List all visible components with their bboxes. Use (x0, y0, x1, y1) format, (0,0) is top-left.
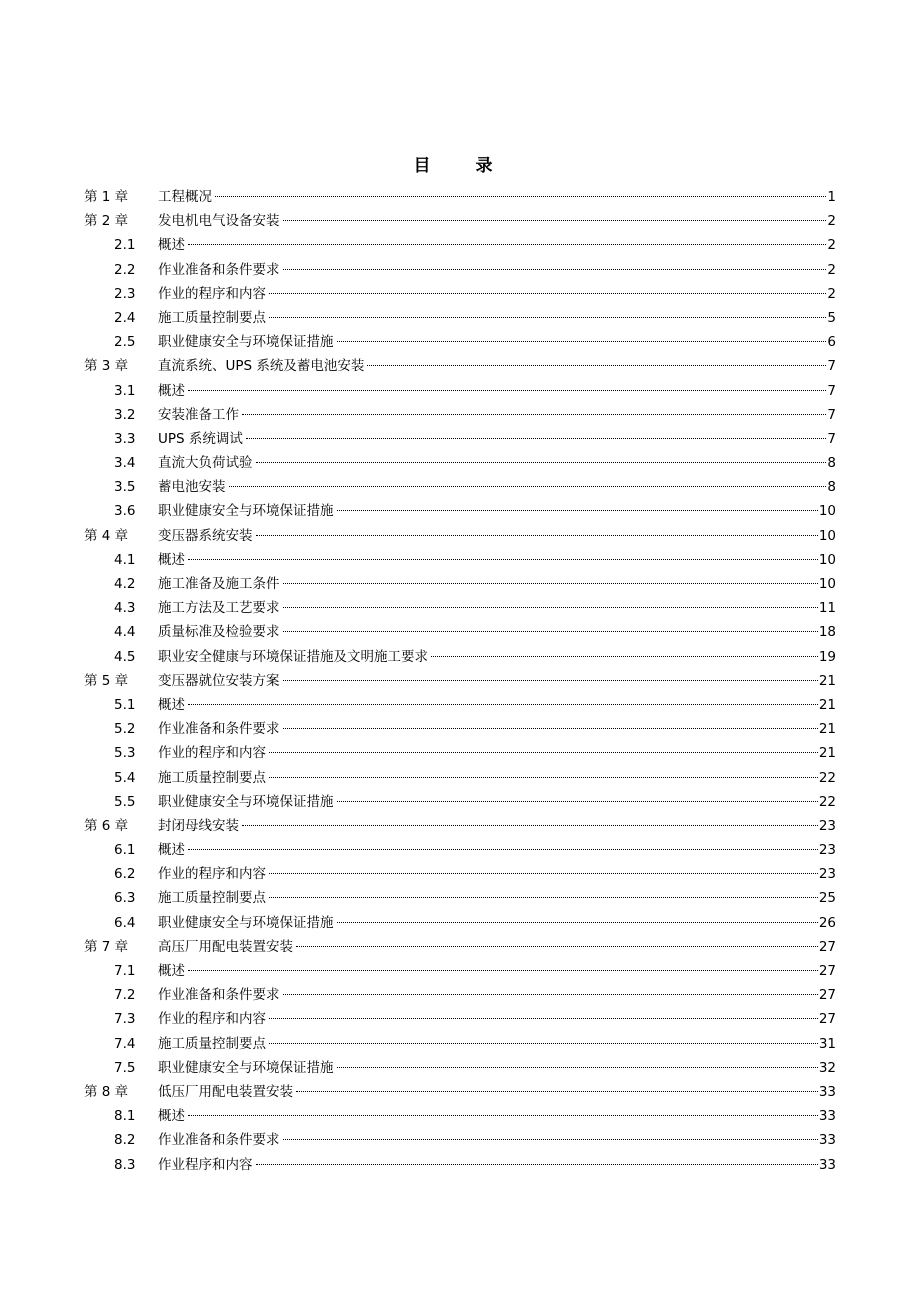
toc-entry-title: 蓄电池安装 (158, 479, 226, 496)
toc-dot-leader (269, 777, 818, 778)
toc-page-number: 21 (818, 721, 836, 738)
toc-dot-leader (188, 559, 818, 560)
toc-section-entry[interactable] (84, 886, 836, 910)
toc-entry-number: 8.3 (114, 1156, 136, 1173)
toc-dot-leader (283, 583, 818, 584)
toc-page-number: 7 (827, 406, 836, 423)
toc-dot-leader (283, 631, 818, 632)
toc-entry-title: 职业健康安全与环境保证措施 (158, 1059, 334, 1076)
toc-entry-title: 施工质量控制要点 (158, 1035, 266, 1052)
toc-entry-number: 7.3 (114, 1011, 136, 1028)
toc-entry-title: 低压厂用配电装置安装 (158, 1083, 293, 1100)
toc-entry-body (158, 862, 836, 886)
toc-dot-leader (296, 1091, 818, 1092)
toc-dot-leader (246, 438, 827, 439)
toc-dot-leader (256, 1164, 818, 1165)
toc-dot-leader (283, 728, 818, 729)
toc-dot-leader (269, 873, 818, 874)
toc-entry-number: 6.3 (114, 890, 136, 907)
toc-page-number: 32 (818, 1059, 836, 1076)
toc-entry-title: 作业准备和条件要求 (158, 1132, 280, 1149)
toc-entry-number: 2.1 (114, 237, 136, 254)
toc-page-number: 10 (818, 527, 836, 544)
toc-entry-title: 概述 (158, 696, 185, 713)
toc-page-number: 21 (818, 672, 836, 689)
toc-page-number: 2 (827, 237, 836, 254)
toc-section-entry[interactable] (84, 983, 836, 1007)
toc-section-entry[interactable] (84, 1007, 836, 1031)
toc-chapter-entry[interactable] (84, 354, 836, 378)
toc-chapter-entry[interactable] (84, 1080, 836, 1104)
toc-entry-body (158, 983, 836, 1007)
toc-entry-title: 作业程序和内容 (158, 1156, 253, 1173)
toc-entry-number: 5.4 (114, 769, 136, 786)
toc-page-number: 2 (827, 285, 836, 302)
toc-section-entry[interactable] (84, 306, 836, 330)
toc-entry-number: 7.1 (114, 963, 136, 979)
toc-entry-title: 概述 (158, 551, 185, 568)
toc-entry-number: 8.2 (114, 1132, 136, 1149)
toc-entry-body (158, 524, 836, 548)
toc-entry-body (158, 427, 836, 451)
toc-chapter-entry[interactable] (84, 669, 836, 693)
toc-entry-number: 第 3 章 (84, 358, 129, 375)
toc-entry-title: 施工方法及工艺要求 (158, 600, 280, 617)
toc-entry-number: 2.2 (114, 261, 136, 278)
toc-entry-number: 3.6 (114, 503, 136, 520)
toc-dot-leader (188, 849, 818, 850)
toc-entry-body (158, 620, 836, 644)
toc-entry-body (158, 475, 836, 499)
toc-entry-title: 安装准备工作 (158, 406, 239, 423)
toc-page-number: 23 (818, 866, 836, 883)
toc-page-number: 25 (818, 890, 836, 907)
toc-dot-leader (296, 946, 818, 947)
toc-entry-number: 6.2 (114, 866, 136, 883)
toc-page-number: 7 (827, 358, 836, 375)
toc-page-number: 27 (818, 1011, 836, 1028)
toc-page-number: 26 (818, 914, 836, 931)
toc-entry-number: 4.3 (114, 600, 136, 617)
toc-page-number: 10 (818, 576, 836, 592)
toc-dot-leader (188, 704, 818, 705)
toc-entry-body (158, 306, 836, 330)
toc-entry-body (158, 596, 836, 620)
toc-page-number: 33 (818, 1156, 836, 1173)
toc-dot-leader (367, 365, 826, 366)
toc-entry-title: 作业的程序和内容 (158, 285, 266, 302)
toc-section-entry[interactable] (84, 1056, 836, 1080)
toc-section-entry[interactable] (84, 233, 836, 257)
toc-entry-title: 作业准备和条件要求 (158, 261, 280, 278)
toc-entry-number: 8.1 (114, 1108, 136, 1125)
toc-entry-title: 概述 (158, 237, 185, 254)
toc-page-number: 18 (818, 624, 836, 641)
toc-entry-number: 第 5 章 (84, 672, 129, 689)
toc-section-entry[interactable] (84, 403, 836, 427)
toc-dot-leader (283, 220, 827, 221)
toc-entry-number: 5.2 (114, 721, 136, 738)
toc-entry-body (158, 209, 836, 233)
toc-entry-title: 质量标准及检验要求 (158, 624, 280, 641)
toc-entry-number: 4.1 (114, 551, 136, 568)
toc-entry-number: 3.3 (114, 430, 136, 447)
toc-section-entry[interactable] (84, 258, 836, 282)
toc-page-number: 19 (818, 648, 836, 665)
toc-dot-leader (188, 970, 818, 971)
toc-entry-number: 5.3 (114, 745, 136, 762)
toc-entry-title: 施工质量控制要点 (158, 769, 266, 786)
toc-section-entry[interactable] (84, 741, 836, 765)
toc-dot-leader (283, 607, 818, 608)
toc-entry-body (158, 911, 836, 935)
toc-section-entry[interactable] (84, 911, 836, 935)
toc-entry-body (158, 548, 836, 572)
toc-entry-number: 3.2 (114, 406, 136, 423)
toc-entry-title: 职业健康安全与环境保证措施 (158, 914, 334, 931)
toc-entry-number: 4.4 (114, 624, 136, 641)
toc-dot-leader (269, 1043, 818, 1044)
toc-entry-body (158, 790, 836, 814)
toc-section-entry[interactable] (84, 282, 836, 306)
toc-chapter-entry[interactable] (84, 814, 836, 838)
toc-entry-title: 概述 (158, 382, 185, 399)
toc-section-entry[interactable] (84, 717, 836, 741)
toc-section-entry[interactable] (84, 427, 836, 451)
toc-entry-title: UPS 系统调试 (158, 430, 243, 447)
toc-dot-leader (283, 1139, 818, 1140)
toc-entry-body (158, 1104, 836, 1128)
toc-page-number: 1 (827, 189, 836, 205)
toc-page-number: 27 (818, 987, 836, 1004)
toc-section-entry[interactable] (84, 451, 836, 475)
toc-section-entry[interactable] (84, 379, 836, 403)
toc-entry-title: 施工准备及施工条件 (158, 576, 280, 592)
toc-entry-number: 4.2 (114, 576, 136, 592)
toc-dot-leader (269, 1018, 818, 1019)
toc-dot-leader (269, 752, 818, 753)
toc-section-entry[interactable] (84, 1128, 836, 1152)
toc-dot-leader (269, 293, 826, 294)
toc-section-entry[interactable] (84, 596, 836, 620)
toc-entry-body (158, 282, 836, 306)
toc-entry-title: 职业健康安全与环境保证措施 (158, 503, 334, 520)
toc-entry-body (158, 838, 836, 862)
toc-entry-number: 3.1 (114, 382, 136, 399)
toc-page-number: 33 (818, 1083, 836, 1100)
toc-entry-title: 作业的程序和内容 (158, 1011, 266, 1028)
toc-dot-leader (337, 510, 818, 511)
toc-dot-leader (256, 462, 827, 463)
toc-entry-body (158, 185, 836, 209)
toc-section-entry[interactable] (84, 620, 836, 644)
toc-entry-body (158, 766, 836, 790)
toc-page-number: 33 (818, 1132, 836, 1149)
toc-dot-leader (188, 390, 826, 391)
toc-page-number: 7 (827, 382, 836, 399)
toc-entry-body (158, 669, 836, 693)
toc-entry-number: 5.5 (114, 793, 136, 810)
toc-entry-number: 第 2 章 (84, 213, 129, 230)
toc-entry-body (158, 959, 836, 983)
toc-chapter-entry[interactable] (84, 209, 836, 233)
toc-entry-title: 工程概况 (158, 189, 212, 205)
toc-entry-title: 作业的程序和内容 (158, 745, 266, 762)
toc-entry-title: 封闭母线安装 (158, 817, 239, 834)
toc-section-entry[interactable] (84, 572, 836, 596)
toc-entry-number: 7.4 (114, 1035, 136, 1052)
toc-section-entry[interactable] (84, 499, 836, 523)
toc-page-number: 22 (818, 769, 836, 786)
toc-entry-body (158, 354, 836, 378)
toc-dot-leader (242, 414, 826, 415)
toc-entry-title: 职业安全健康与环境保证措施及文明施工要求 (158, 648, 428, 665)
toc-dot-leader (337, 801, 818, 802)
toc-entry-title: 概述 (158, 963, 185, 979)
toc-entry-title: 作业的程序和内容 (158, 866, 266, 883)
toc-page-number: 7 (827, 430, 836, 447)
toc-entry-title: 变压器系统安装 (158, 527, 253, 544)
toc-page-number: 21 (818, 745, 836, 762)
toc-entry-title: 作业准备和条件要求 (158, 721, 280, 738)
toc-dot-leader (242, 825, 818, 826)
toc-page-number: 23 (818, 842, 836, 859)
toc-entry-body (158, 1007, 836, 1031)
toc-chapter-entry[interactable] (84, 185, 836, 209)
toc-entry-number: 6.4 (114, 914, 136, 931)
toc-entry-number: 3.4 (114, 455, 136, 472)
toc-page-number: 11 (818, 600, 836, 617)
toc-page-number: 10 (818, 503, 836, 520)
toc-entry-number: 2.3 (114, 285, 136, 302)
toc-page-number: 8 (827, 479, 836, 496)
toc-entry-body (158, 814, 836, 838)
toc-page-number: 2 (827, 261, 836, 278)
toc-page-number: 5 (827, 309, 836, 326)
toc-section-entry[interactable] (84, 838, 836, 862)
toc-dot-leader (283, 680, 818, 681)
toc-dot-leader (337, 922, 818, 923)
toc-dot-leader (431, 656, 818, 657)
toc-entry-title: 职业健康安全与环境保证措施 (158, 793, 334, 810)
toc-page-number: 23 (818, 817, 836, 834)
toc-page-number: 27 (818, 963, 836, 979)
toc-entry-body (158, 935, 836, 959)
toc-dot-leader (188, 244, 826, 245)
toc-entry-number: 6.1 (114, 842, 136, 859)
toc-entry-number: 第 4 章 (84, 527, 129, 544)
toc-entry-body (158, 645, 836, 669)
toc-entry-body (158, 1153, 836, 1177)
toc-entry-number: 2.5 (114, 334, 136, 351)
toc-page-number: 21 (818, 696, 836, 713)
toc-entry-title: 直流大负荷试验 (158, 455, 253, 472)
toc-entry-title: 发电机电气设备安装 (158, 213, 280, 230)
toc-dot-leader (337, 1067, 818, 1068)
toc-entry-number: 第 7 章 (84, 938, 129, 955)
toc-section-entry[interactable] (84, 1032, 836, 1056)
toc-entry-body (158, 379, 836, 403)
toc-title: 目 录 (413, 156, 507, 176)
toc-dot-leader (188, 1115, 818, 1116)
toc-entry-title: 施工质量控制要点 (158, 890, 266, 907)
toc-entry-title: 概述 (158, 1108, 185, 1125)
toc-entry-title: 变压器就位安装方案 (158, 672, 280, 689)
toc-list (84, 185, 836, 1177)
toc-dot-leader (337, 341, 827, 342)
toc-entry-title: 概述 (158, 842, 185, 859)
toc-page-number: 22 (818, 793, 836, 810)
toc-entry-number: 7.2 (114, 987, 136, 1004)
toc-entry-number: 第 6 章 (84, 817, 129, 834)
toc-entry-number: 第 1 章 (84, 189, 129, 205)
toc-entry-number: 3.5 (114, 479, 136, 496)
toc-chapter-entry[interactable] (84, 935, 836, 959)
toc-entry-title: 高压厂用配电装置安装 (158, 938, 293, 955)
toc-chapter-entry[interactable] (84, 524, 836, 548)
toc-entry-title: 职业健康安全与环境保证措施 (158, 334, 334, 351)
toc-dot-leader (215, 196, 826, 197)
toc-dot-leader (256, 535, 818, 536)
toc-entry-body (158, 233, 836, 257)
toc-page-number: 10 (818, 551, 836, 568)
toc-entry-body (158, 451, 836, 475)
toc-section-entry[interactable] (84, 645, 836, 669)
toc-entry-body (158, 717, 836, 741)
toc-section-entry[interactable] (84, 1153, 836, 1177)
toc-page-number: 8 (827, 455, 836, 472)
toc-section-entry[interactable] (84, 693, 836, 717)
toc-dot-leader (229, 486, 827, 487)
toc-page-number: 6 (827, 334, 836, 351)
toc-dot-leader (269, 317, 826, 318)
toc-entry-title: 作业准备和条件要求 (158, 987, 280, 1004)
toc-dot-leader (269, 897, 818, 898)
toc-entry-body (158, 693, 836, 717)
toc-dot-leader (283, 269, 827, 270)
toc-entry-body (158, 258, 836, 282)
toc-page-number: 27 (818, 938, 836, 955)
toc-entry-body (158, 1080, 836, 1104)
toc-entry-title: 直流系统、UPS 系统及蓄电池安装 (158, 358, 365, 375)
toc-entry-body (158, 1128, 836, 1152)
toc-entry-body (158, 403, 836, 427)
toc-section-entry[interactable] (84, 475, 836, 499)
toc-page-number: 33 (818, 1108, 836, 1125)
toc-entry-body (158, 499, 836, 523)
toc-entry-body (158, 572, 836, 596)
toc-entry-number: 2.4 (114, 309, 136, 326)
toc-section-entry[interactable] (84, 548, 836, 572)
toc-entry-number: 第 8 章 (84, 1083, 129, 1100)
toc-dot-leader (283, 994, 818, 995)
toc-entry-number: 7.5 (114, 1059, 136, 1076)
toc-entry-body (158, 741, 836, 765)
toc-section-entry[interactable] (84, 766, 836, 790)
toc-entry-title: 施工质量控制要点 (158, 309, 266, 326)
toc-entry-number: 5.1 (114, 696, 136, 713)
toc-section-entry[interactable] (84, 1104, 836, 1128)
toc-section-entry[interactable] (84, 959, 836, 983)
toc-entry-body (158, 1032, 836, 1056)
toc-entry-body (158, 1056, 836, 1080)
toc-page-number: 2 (827, 213, 836, 230)
toc-page-number: 31 (818, 1035, 836, 1052)
toc-section-entry[interactable] (84, 790, 836, 814)
toc-entry-number: 4.5 (114, 648, 136, 665)
toc-section-entry[interactable] (84, 330, 836, 354)
toc-entry-body (158, 886, 836, 910)
toc-section-entry[interactable] (84, 862, 836, 886)
toc-entry-body (158, 330, 836, 354)
